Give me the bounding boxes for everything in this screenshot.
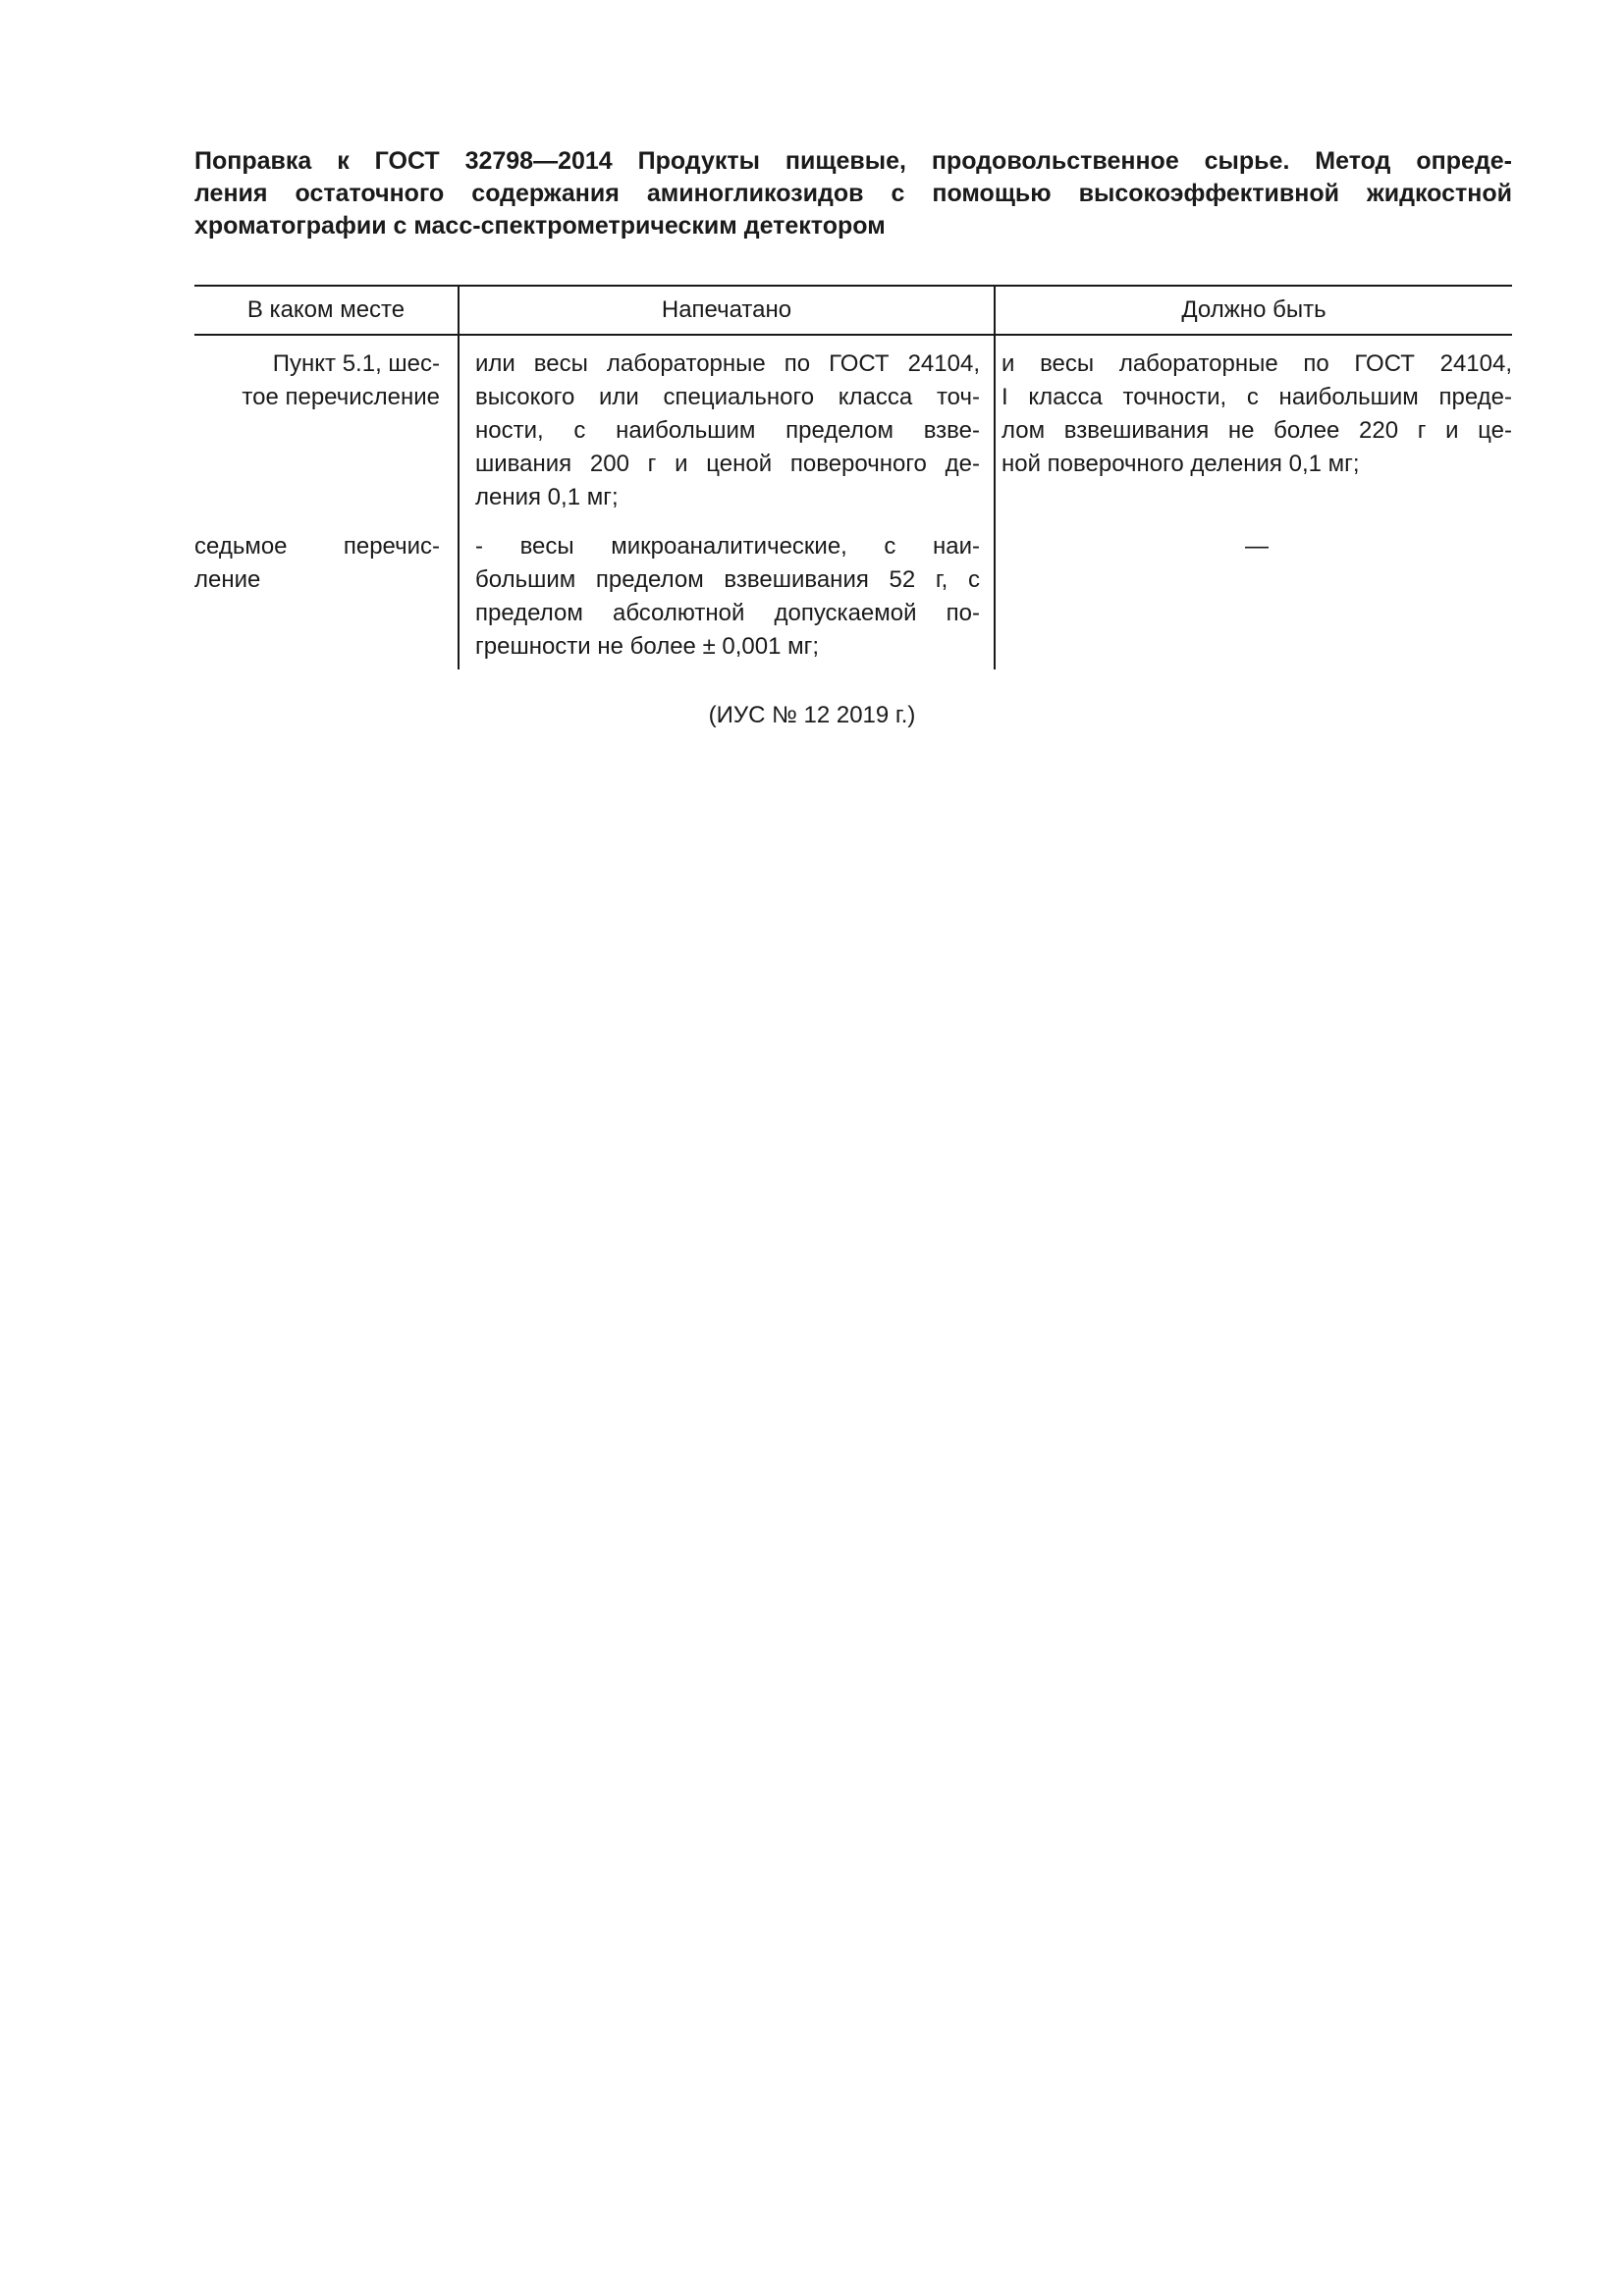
cell-line: шивания 200 г и ценой поверочного де-: [475, 451, 980, 477]
table-row: [194, 530, 1512, 669]
cell-printed: [459, 530, 995, 669]
cell-line: ности, с наибольшим пределом взве-: [475, 417, 980, 444]
title-line-1: Поправка к ГОСТ 32798—2014 Продукты пищевые, продовольственное сырье. Метод опреде-: [194, 147, 1512, 175]
publication-note: (ИУС № 12 2019 г.): [708, 702, 916, 728]
cell-line: пределом абсолютной допускаемой по-: [475, 600, 980, 626]
cell-line: грешности не более ± 0,001 мг;: [475, 633, 820, 660]
cell-line: высокого или специального класса точ-: [475, 384, 980, 410]
header-should-be: Должно быть: [995, 286, 1512, 335]
cell-line: I класса точности, с наибольшим преде-: [1001, 384, 1512, 410]
title-line-2: ления остаточного содержания аминогликозидов с помощью высокоэффективной жидкостной: [194, 180, 1512, 207]
correction-table: [194, 285, 1512, 669]
cell-line: и весы лабораторные по ГОСТ 24104,: [1001, 350, 1512, 377]
header-place: В каком месте: [194, 286, 459, 335]
cell-place: [194, 530, 459, 669]
table-row: [194, 335, 1512, 530]
cell-line: ной поверочного деления 0,1 мг;: [1001, 451, 1360, 477]
table-header-row: [194, 286, 1512, 335]
cell-line: ления 0,1 мг;: [475, 484, 619, 510]
cell-line: ление: [194, 566, 261, 593]
em-dash: —: [1245, 533, 1269, 560]
cell-line: Пункт 5.1, шес-: [272, 350, 440, 377]
cell-should-be: [995, 530, 1512, 669]
header-printed: Напечатано: [459, 286, 995, 335]
document-title: [194, 145, 1512, 242]
cell-line: большим пределом взвешивания 52 г, с: [475, 566, 980, 593]
cell-should-be: [995, 335, 1512, 530]
cell-line: лом взвешивания не более 220 г и це-: [1001, 417, 1512, 444]
cell-line: тое перечисление: [242, 384, 440, 410]
cell-line: или весы лабораторные по ГОСТ 24104,: [475, 350, 980, 377]
title-line-3: хроматографии с масс-спектрометрическим детектором: [194, 212, 886, 240]
cell-place: [194, 335, 459, 530]
cell-printed: [459, 335, 995, 530]
cell-line: - весы микроаналитические, с наи-: [475, 533, 980, 560]
cell-line: седьмое перечис-: [194, 533, 440, 560]
